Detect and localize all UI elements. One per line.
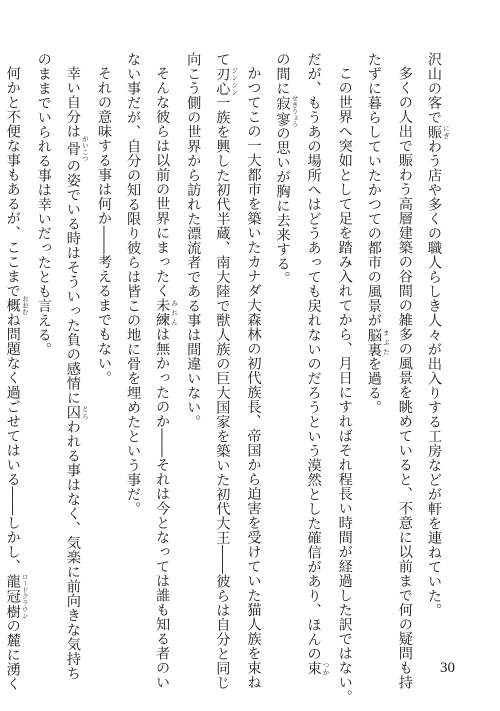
text-segment: そんな彼らは以前の世界にまったく (154, 66, 171, 299)
text-line-1 (419, 52, 450, 632)
text-line-5 (299, 52, 330, 676)
text-line-7 (238, 52, 267, 690)
text-segment: この世界へ突如として足を踏み入れてから、月日にすればそれ程長い時間が経過した訳ではない。 (336, 66, 353, 705)
ruby-tsuka: 束 つか (305, 661, 330, 676)
text-segment: 一族を興した初代半蔵、南大陸で獣人族の巨大国家を築いた初代大王――彼らは自分と同じ (214, 95, 231, 690)
text-segment: それの意味する事は何か――考えるまでもない。 (95, 66, 112, 386)
text-segment: の間に (274, 52, 291, 96)
ruby-torawa: 囚 とら (64, 405, 89, 420)
ruby-shiroryuju: 龍冠樹 ロードクラウン (4, 573, 29, 619)
text-segment: 何かと不便な事もあるが、ここまで (4, 66, 21, 299)
text-segment: ない事だが、自分の知る限り彼らは皆この地に骨を埋めたという事だ。 (125, 52, 142, 516)
text-line-11 (118, 52, 147, 632)
text-line-8 (207, 52, 239, 690)
text-segment: 多くの人出で賑わう高層建築の谷間の雑多の風景を眺めていると、不意に以前まで何の疑問も持 (396, 66, 413, 690)
text-line-15 (0, 52, 29, 692)
text-segment: の姿でいる時はそういった負の感情に (64, 158, 81, 406)
text-segment: の麓に湧く (4, 618, 21, 692)
text-line-14 (29, 52, 58, 632)
text-segment: わう店や多くの職人らしき人々が出入りする工房などが軒を連ねていた。 (426, 139, 442, 618)
page-number: 30 (440, 660, 455, 676)
text-segment: て (214, 52, 231, 67)
ruby-jinshin: 刃心 ジンシン (214, 66, 239, 96)
text-segment: 幸い自分は (64, 66, 81, 139)
ruby-oomune: 概 おおむ (4, 295, 29, 316)
text-line-6 (267, 52, 298, 632)
text-segment: たずに暮らしていたかつての都市の風景が (365, 52, 382, 328)
text-line-13 (58, 52, 89, 681)
text-line-12 (89, 52, 118, 632)
text-segment: 沢山の客で (426, 52, 442, 125)
text-line-4 (330, 52, 359, 705)
ruby-miren: 未練 みれん (154, 298, 179, 328)
text-segment: ね問題なく過ごせてはいる――しかし、 (4, 312, 21, 574)
text-segment: のままでいられる事は幸いだったとも言える。 (35, 52, 52, 357)
ruby-gaikotsu: 骨 がいこつ (64, 135, 89, 162)
text-line-3 (359, 52, 390, 632)
text-line-9 (178, 52, 207, 632)
text-segment: 向こう側の世界から訪れた漂流者である事は間違いない。 (185, 52, 202, 429)
text-segment: かつてこの一大都市を築いたカナダ大森林の初代族長、帝国から迫害を受けていた猫人族を束ね (245, 66, 262, 690)
text-segment: を過る。 (365, 356, 382, 415)
text-segment: われる事はなく、気楽に前向きな気持ち (64, 419, 81, 681)
ruby-nigiwa: 賑 にぎ (426, 124, 450, 139)
ruby-sekiryou: 寂寥 せきりょう (274, 94, 299, 128)
text-line-10 (147, 52, 179, 690)
text-segment: だが、もうあの場所へはどうあっても戻れないのだろうという漠然とした確信があり、ほんの (305, 52, 322, 661)
ruby-mabuta: 脳裏 まぶた (365, 327, 390, 357)
text-segment: の思いが胸に去来する。 (274, 126, 291, 286)
text-segment: は無かったのか――それは今となっては誰も知る者のい (154, 327, 171, 690)
text-line-2 (390, 52, 419, 690)
